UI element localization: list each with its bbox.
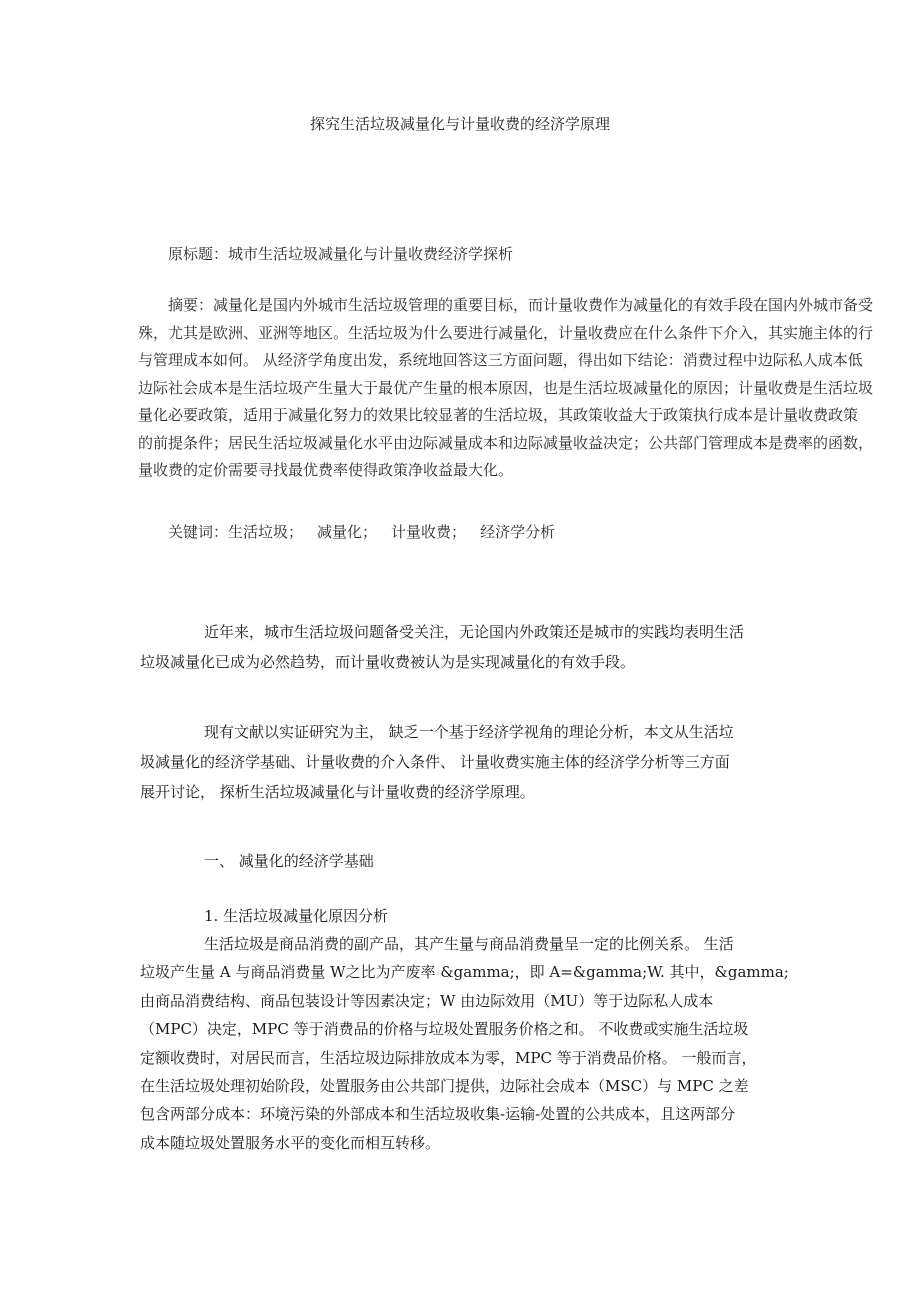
keyword: 生活垃圾； bbox=[228, 523, 304, 541]
keyword: 减量化； bbox=[317, 523, 378, 541]
section-heading: 一、 减量化的经济学基础 bbox=[204, 852, 374, 870]
subsection-heading: 1. 生活垃圾减量化原因分析 bbox=[204, 907, 389, 925]
keyword: 经济学分析 bbox=[480, 523, 556, 541]
abstract bbox=[138, 292, 920, 485]
paragraph-line: 包含两部分成本：环境污染的外部成本和生活垃圾收集-运输-处置的公共成本，且这两部分 bbox=[140, 1105, 736, 1124]
document-title: 探究生活垃圾减量化与计量收费的经济学原理 bbox=[309, 115, 610, 133]
abstract-line: 与管理成本如何。 从经济学角度出发，系统地回答这三方面问题，得出如下结论：消费过程中边际私人成本低 bbox=[138, 351, 863, 369]
paragraph-line: （MPC）决定，MPC 等于消费品的价格与垃圾处置服务价格之和。 不收费或实施生活垃圾 bbox=[140, 1020, 749, 1039]
paragraph-line: 垃圾产生量 A 与商品消费量 W之比为产废率 &gamma;，即 A=&gamma;W. 其中，&gamma; bbox=[140, 963, 789, 982]
paragraph-cause-analysis bbox=[140, 930, 789, 1157]
original-title: 原标题：城市生活垃圾减量化与计量收费经济学探析 bbox=[168, 245, 514, 263]
keyword: 计量收费； bbox=[391, 523, 467, 541]
keywords-label: 关键词： bbox=[168, 523, 229, 541]
abstract-line: 的前提条件；居民生活垃圾减量化水平由边际减量成本和边际减量收益决定；公共部门管理成本是费率的函数， bbox=[138, 433, 874, 452]
paragraph-literature bbox=[140, 717, 785, 807]
paragraph-line: 成本随垃圾处置服务水平的变化而相互转移。 bbox=[140, 1133, 441, 1152]
paragraph-line: 近年来，城市生活垃圾问题备受关注，无论国内外政策还是城市的实践均表明生活 bbox=[204, 623, 745, 641]
paragraph-line: 现有文献以实证研究为主， 缺乏一个基于经济学视角的理论分析，本文从生活垃 bbox=[204, 723, 734, 741]
abstract-line: 摘要：减量化是国内外城市生活垃圾管理的重要目标，而计量收费作为减量化的有效手段在国内外城市备受 bbox=[168, 296, 874, 314]
abstract-line: 量化必要政策，适用于减量化努力的效果比较显著的生活垃圾，其政策收益大于政策执行成本是计量收费政策 bbox=[138, 406, 859, 424]
paragraph-intro bbox=[140, 617, 785, 677]
abstract-line: 量收费的定价需要寻找最优费率使得政策净收益最大化。 bbox=[138, 461, 514, 479]
paragraph-line: 在生活垃圾处理初始阶段，处置服务由公共部门提供，边际社会成本（MSC）与 MPC 之差 bbox=[140, 1076, 749, 1095]
abstract-line: 殊，尤其是欧洲、亚洲等地区。生活垃圾为什么要进行减量化，计量收费应在什么条件下介入，其实施主体的行 bbox=[138, 323, 874, 342]
paragraph-line: 定额收费时，对居民而言，生活垃圾边际排放成本为零，MPC 等于消费品价格。 一般而言， bbox=[140, 1048, 757, 1067]
paragraph-line: 圾减量化的经济学基础、计量收费的介入条件、 计量收费实施主体的经济学分析等三方面 bbox=[140, 753, 730, 771]
paragraph-line: 由商品消费结构、商品包装设计等因素决定；W 由边际效用（MU）等于边际私人成本 bbox=[140, 991, 714, 1010]
paragraph-line: 展开讨论， 探析生活垃圾减量化与计量收费的经济学原理。 bbox=[140, 783, 535, 801]
abstract-line: 边际社会成本是生活垃圾产生量大于最优产生量的根本原因，也是生活垃圾减量化的原因；计量收费是生活垃圾 bbox=[138, 378, 874, 397]
paragraph-line: 垃圾减量化已成为必然趋势，而计量收费被认为是实现减量化的有效手段。 bbox=[140, 653, 636, 671]
paragraph-line: 生活垃圾是商品消费的副产品，其产生量与商品消费量呈一定的比例关系。 生活 bbox=[204, 935, 734, 953]
keywords bbox=[168, 521, 569, 542]
